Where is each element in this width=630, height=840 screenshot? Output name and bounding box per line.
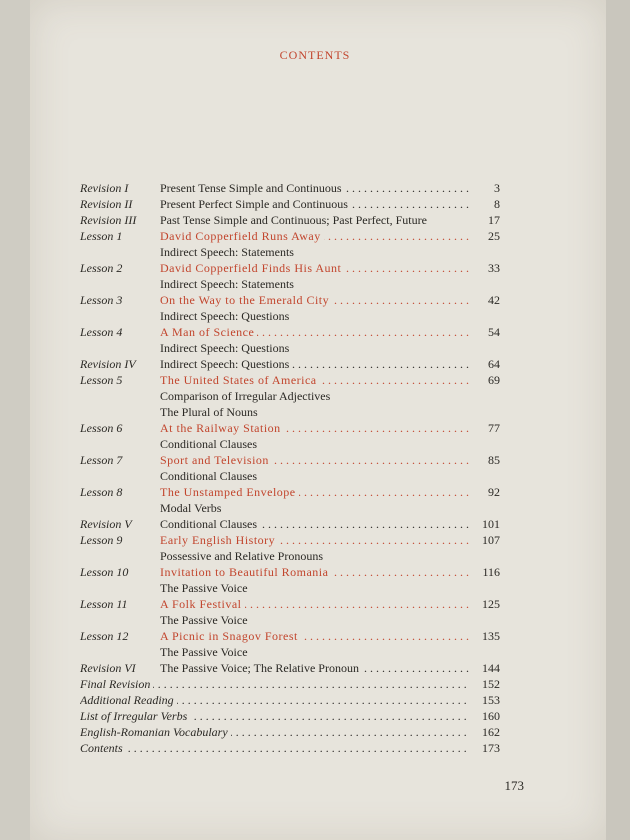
entry-text: Conditional Clauses — [160, 437, 260, 451]
entry-text: A Man of Science — [160, 325, 257, 339]
toc-entry — [80, 260, 500, 276]
entry-title — [80, 676, 470, 692]
toc-entry — [80, 404, 500, 420]
toc-entry — [80, 244, 500, 260]
entry-title — [160, 548, 470, 564]
entry-title — [160, 580, 470, 596]
entry-text: Comparison of Irregular Adjectives — [160, 389, 333, 403]
toc-entry — [80, 628, 500, 644]
entry-label: Lesson 9 — [80, 533, 123, 547]
toc-entry — [80, 548, 500, 564]
entry-label: Lesson 12 — [80, 629, 129, 643]
toc-entry — [80, 596, 500, 612]
toc-entry — [80, 692, 500, 708]
lesson-title — [160, 452, 470, 468]
entry-text: Conditional Clauses — [160, 517, 260, 531]
page-ref: 162 — [482, 725, 500, 739]
entry-label: Lesson 11 — [80, 597, 128, 611]
entry-title — [160, 180, 470, 196]
toc-entry — [80, 356, 500, 372]
toc-entry — [80, 660, 500, 676]
entry-label: Lesson 5 — [80, 373, 123, 387]
entry-text: Modal Verbs — [160, 501, 224, 515]
lesson-title — [160, 420, 470, 436]
page-ref: 152 — [482, 677, 500, 691]
toc-entry — [80, 676, 500, 692]
page-ref: 160 — [482, 709, 500, 723]
entry-title — [160, 196, 470, 212]
toc-entry — [80, 500, 500, 516]
entry-text: David Copperfield Runs Away — [160, 229, 324, 243]
toc-entry — [80, 420, 500, 436]
entry-text: English-Romanian Vocabulary — [80, 725, 231, 739]
entry-text: Contents — [80, 741, 126, 755]
lesson-title — [160, 324, 470, 340]
lesson-title — [160, 484, 470, 500]
page-edge-right — [606, 0, 630, 840]
entry-text: Past Tense Simple and Continuous; Past Perfect, Future — [160, 213, 430, 227]
toc-entry — [80, 436, 500, 452]
toc-entry — [80, 276, 500, 292]
entry-label: Revision III — [80, 213, 137, 227]
entry-title — [160, 660, 470, 676]
lesson-title — [160, 260, 470, 276]
entry-text: The Passive Voice — [160, 581, 251, 595]
page-ref: 116 — [482, 565, 500, 579]
entry-text: Indirect Speech: Questions — [160, 309, 292, 323]
toc-entry — [80, 340, 500, 356]
entry-title — [160, 388, 470, 404]
toc-entry — [80, 228, 500, 244]
entry-text: Invitation to Beautiful Romania — [160, 565, 331, 579]
entry-label: Lesson 2 — [80, 261, 123, 275]
entry-title — [160, 436, 470, 452]
entry-title — [160, 468, 470, 484]
entry-text: Indirect Speech: Statements — [160, 245, 297, 259]
entry-label: Lesson 10 — [80, 565, 129, 579]
toc-entry — [80, 516, 500, 532]
entry-text: The Passive Voice — [160, 645, 251, 659]
toc-entry — [80, 740, 500, 756]
toc-entry — [80, 644, 500, 660]
entry-title — [160, 356, 470, 372]
entry-title — [160, 612, 470, 628]
entry-title — [160, 308, 470, 324]
toc-entry — [80, 212, 500, 228]
lesson-title — [160, 292, 470, 308]
toc-entry — [80, 308, 500, 324]
entry-text: Sport and Television — [160, 453, 272, 467]
entry-text: David Copperfield Finds His Aunt — [160, 261, 344, 275]
entry-title — [80, 692, 470, 708]
entry-text: List of Irregular Verbs — [80, 709, 190, 723]
page-ref: 54 — [488, 325, 500, 339]
entry-text: The Plural of Nouns — [160, 405, 261, 419]
page-ref: 33 — [488, 261, 500, 275]
page-edge-left — [0, 0, 30, 840]
entry-text: The Passive Voice; The Relative Pronoun — [160, 661, 362, 675]
lesson-title — [160, 628, 470, 644]
toc-entry — [80, 708, 500, 724]
entry-label: Lesson 6 — [80, 421, 123, 435]
toc-entry — [80, 468, 500, 484]
entry-text: A Folk Festival — [160, 597, 245, 611]
page-ref: 125 — [482, 597, 500, 611]
entry-label: Revision I — [80, 181, 129, 195]
entry-title — [160, 212, 470, 228]
entry-title — [160, 244, 470, 260]
entry-text: Additional Reading — [80, 693, 177, 707]
entry-text: Indirect Speech: Statements — [160, 277, 297, 291]
page-ref: 3 — [494, 181, 500, 195]
toc-entry — [80, 196, 500, 212]
entry-text: The Passive Voice — [160, 613, 251, 627]
entry-label: Revision II — [80, 197, 133, 211]
entry-text: The United States of America — [160, 373, 320, 387]
toc-entry — [80, 612, 500, 628]
entry-text: A Picnic in Snagov Forest — [160, 629, 301, 643]
contents-heading: CONTENTS — [279, 48, 351, 62]
page-ref: 107 — [482, 533, 500, 547]
toc-entry — [80, 724, 500, 740]
page-ref: 69 — [488, 373, 500, 387]
entry-title — [160, 340, 470, 356]
page-ref: 64 — [488, 357, 500, 371]
dot-leader — [80, 740, 470, 756]
page-ref: 135 — [482, 629, 500, 643]
lesson-title — [160, 596, 470, 612]
toc-entry — [80, 484, 500, 500]
entry-text: Indirect Speech: Questions — [160, 341, 292, 355]
entry-label: Lesson 7 — [80, 453, 123, 467]
entry-text: Present Tense Simple and Continuous — [160, 181, 345, 195]
page-number: 173 — [504, 778, 524, 793]
toc-entry — [80, 580, 500, 596]
toc-entry — [80, 372, 500, 388]
lesson-title — [160, 532, 470, 548]
entry-title — [160, 404, 470, 420]
entry-title — [160, 644, 470, 660]
page-ref: 153 — [482, 693, 500, 707]
toc-entry — [80, 180, 500, 196]
entry-text: Indirect Speech: Questions — [160, 357, 292, 371]
entry-text: Early English History — [160, 533, 278, 547]
toc-entry — [80, 388, 500, 404]
page-ref: 8 — [494, 197, 500, 211]
entry-title — [80, 708, 470, 724]
entry-title — [80, 724, 470, 740]
toc-entry — [80, 292, 500, 308]
lesson-title — [160, 372, 470, 388]
entry-label: Lesson 3 — [80, 293, 123, 307]
entry-text: On the Way to the Emerald City — [160, 293, 332, 307]
entry-text: The Unstamped Envelope — [160, 485, 299, 499]
entry-text: Final Revision — [80, 677, 153, 691]
entry-label: Revision VI — [80, 661, 136, 675]
entry-label: Revision V — [80, 517, 132, 531]
table-of-contents — [80, 180, 500, 756]
toc-entry — [80, 452, 500, 468]
page-ref: 144 — [482, 661, 500, 675]
entry-label: Lesson 1 — [80, 229, 123, 243]
toc-entry — [80, 564, 500, 580]
page-ref: 92 — [488, 485, 500, 499]
entry-label: Revision IV — [80, 357, 136, 371]
page-ref: 42 — [488, 293, 500, 307]
entry-text: Possessive and Relative Pronouns — [160, 549, 326, 563]
page-ref: 85 — [488, 453, 500, 467]
toc-entry — [80, 324, 500, 340]
page-ref: 17 — [488, 213, 500, 227]
page-ref: 25 — [488, 229, 500, 243]
entry-title — [160, 500, 470, 516]
entry-title — [160, 276, 470, 292]
toc-entry — [80, 532, 500, 548]
entry-text: At the Railway Station — [160, 421, 284, 435]
entry-label: Lesson 8 — [80, 485, 123, 499]
page-ref: 101 — [482, 517, 500, 531]
entry-text: Present Perfect Simple and Continuous — [160, 197, 351, 211]
page-ref: 77 — [488, 421, 500, 435]
entry-title — [80, 740, 470, 756]
entry-label: Lesson 4 — [80, 325, 123, 339]
entry-text: Conditional Clauses — [160, 469, 260, 483]
entry-title — [160, 516, 470, 532]
page-ref: 173 — [482, 741, 500, 755]
lesson-title — [160, 228, 470, 244]
lesson-title — [160, 564, 470, 580]
